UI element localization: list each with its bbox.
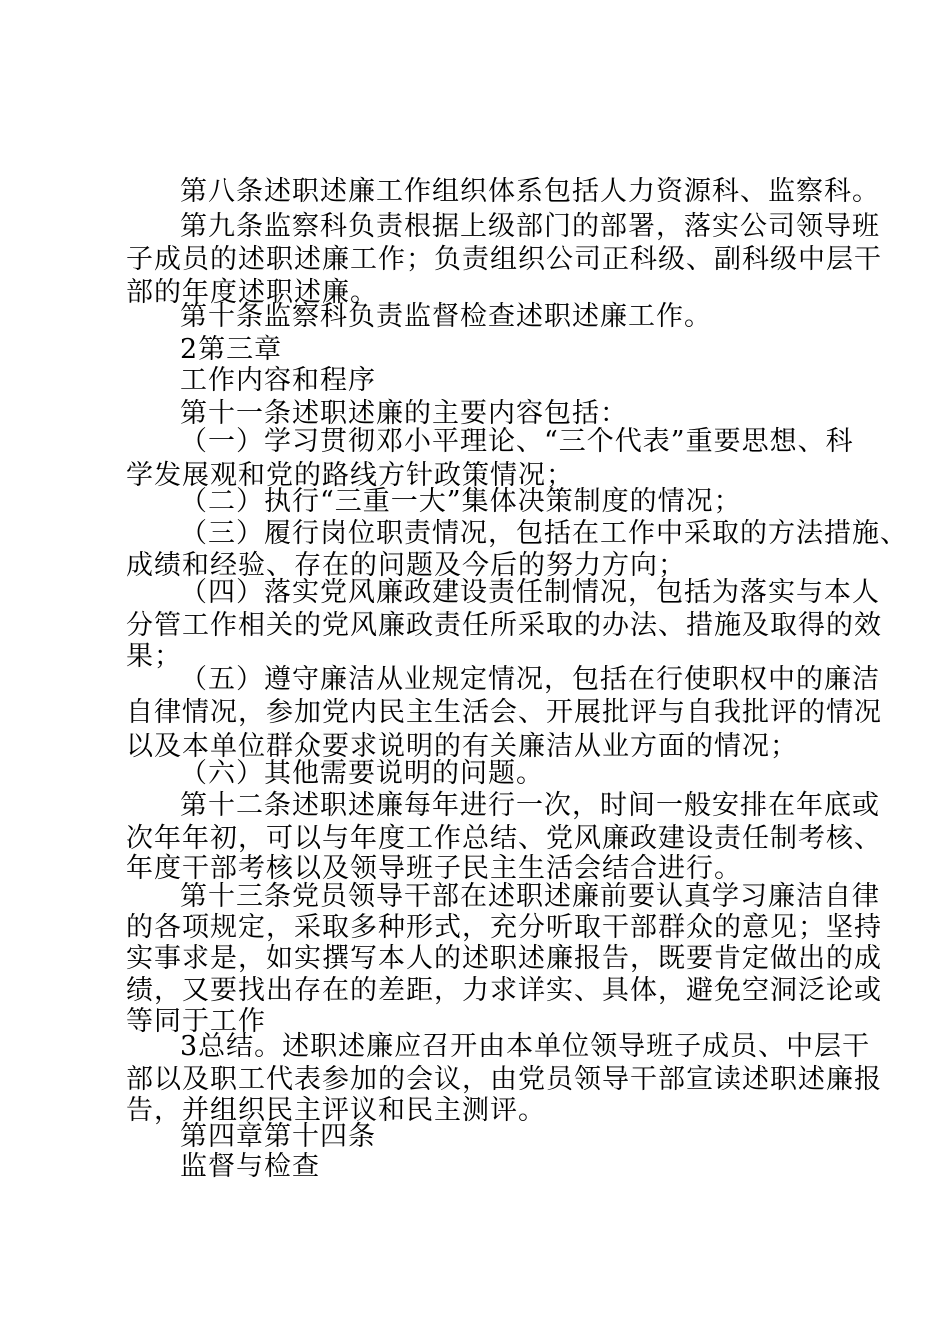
text-line: 自律情况，参加党内民主生活会、开展批评与自我批评的情况 (126, 697, 882, 728)
text-line: 子成员的述职述廉工作；负责组织公司正科级、副科级中层干 (126, 244, 882, 275)
chapter-heading: 2第三章 (180, 334, 283, 365)
text-line: 实事求是，如实撰写本人的述职述廉报告，既要肯定做出的成 (126, 943, 882, 974)
text-line: 绩，又要找出存在的差距，力求详实、具体，避免空洞泛论或 (126, 975, 882, 1006)
text-line: 学发展观和党的路线方针政策情况； (126, 460, 574, 491)
text-line: （一）学习贯彻邓小平理论、“三个代表”重要思想、科 (180, 426, 854, 457)
text-line: 第十三条党员领导干部在述职述廉前要认真学习廉洁自律 (180, 881, 880, 912)
text-line: 告，并组织民主评议和民主测评。 (126, 1095, 546, 1126)
text-line: 次年年初，可以与年度工作总结、党风廉政建设责任制考核、 (126, 823, 882, 854)
text-line: 第九条监察科负责根据上级部门的部署，落实公司领导班 (180, 211, 880, 242)
chapter-heading: 第四章第十四条 (180, 1121, 376, 1152)
text-line: 部的年度述职述廉。 (126, 277, 378, 308)
text-line: 3总结。述职述廉应召开由本单位领导班子成员、中层干 (180, 1031, 871, 1062)
text-line: （五）遵守廉洁从业规定情况，包括在行使职权中的廉洁 (180, 664, 880, 695)
text-line: （三）履行岗位职责情况，包括在工作中采取的方法措施、 (180, 518, 908, 549)
text-line: 分管工作相关的党风廉政责任所采取的办法、措施及取得的效 (126, 610, 882, 641)
text-line: （四）落实党风廉政建设责任制情况，包括为落实与本人 (180, 577, 880, 608)
chapter-title: 工作内容和程序 (180, 365, 376, 396)
text-line: 果； (126, 641, 182, 672)
text-line: （二）执行“三重一大”集体决策制度的情况； (180, 486, 742, 517)
text-line: 成绩和经验、存在的问题及今后的努力方向； (126, 550, 686, 581)
text-line: 第八条述职述廉工作组织体系包括人力资源科、监察科。 (180, 176, 880, 207)
text-line: 以及本单位群众要求说明的有关廉洁从业方面的情况； (126, 731, 798, 762)
text-line: 年度干部考核以及领导班子民主生活会结合进行。 (126, 853, 742, 884)
text-line: 等同于工作 (126, 1006, 266, 1037)
text-line: 第十条监察科负责监督检查述职述廉工作。 (180, 301, 712, 332)
text-line: 部以及职工代表参加的会议，由党员领导干部宣读述职述廉报 (126, 1064, 882, 1095)
text-line: 第十二条述职述廉每年进行一次，时间一般安排在年底或 (180, 790, 880, 821)
chapter-title: 监督与检查 (180, 1151, 320, 1182)
text-line: 的各项规定，采取多种形式，充分听取干部群众的意见；坚持 (126, 912, 882, 943)
text-line: （六）其他需要说明的问题。 (180, 758, 544, 789)
text-line: 第十一条述职述廉的主要内容包括： (180, 398, 628, 429)
